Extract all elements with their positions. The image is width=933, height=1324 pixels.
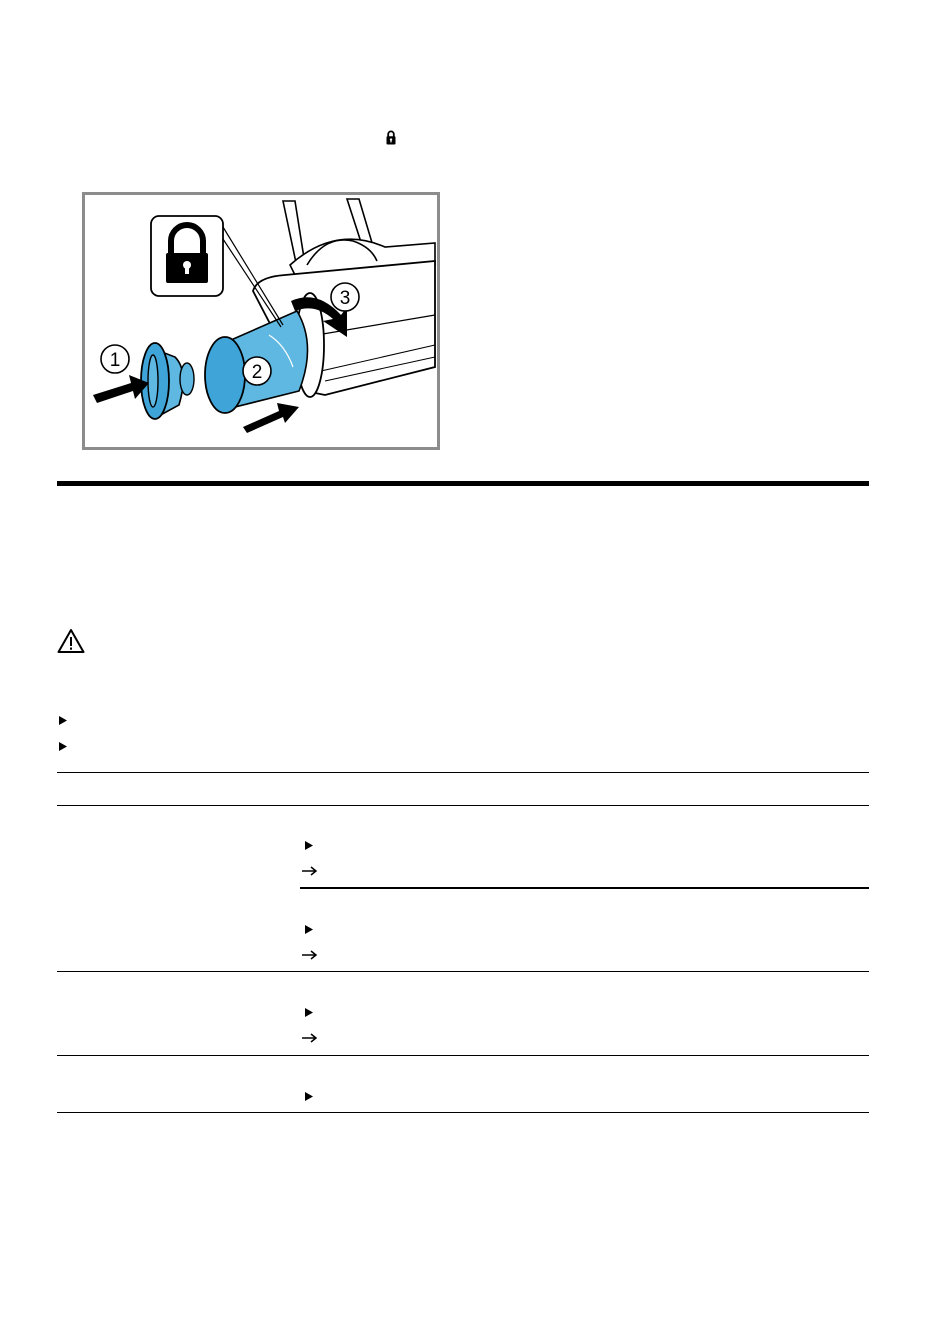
section-divider (57, 481, 869, 486)
inline-padlock-icon (386, 130, 396, 145)
step-label-3: 3 (339, 288, 351, 309)
right-arrow-icon (302, 866, 318, 876)
bullet-icon (305, 1008, 313, 1017)
table-row-rule (57, 1055, 869, 1056)
right-arrow-icon (302, 1033, 318, 1043)
warning-triangle-icon (57, 628, 85, 654)
bullet-icon (59, 742, 67, 751)
bullet-icon (305, 925, 313, 934)
table-bottom-rule (57, 1112, 869, 1113)
bullet-icon (59, 716, 67, 725)
assembly-illustration (82, 192, 440, 450)
step-label-1: 1 (109, 350, 121, 371)
step-label-2: 2 (251, 362, 263, 383)
table-top-rule (57, 772, 869, 773)
table-row-rule (57, 971, 869, 972)
table-header-rule (57, 805, 869, 806)
right-arrow-icon (302, 950, 318, 960)
bullet-icon (305, 1092, 313, 1101)
bullet-icon (305, 841, 313, 850)
table-subrow-rule (300, 887, 869, 889)
